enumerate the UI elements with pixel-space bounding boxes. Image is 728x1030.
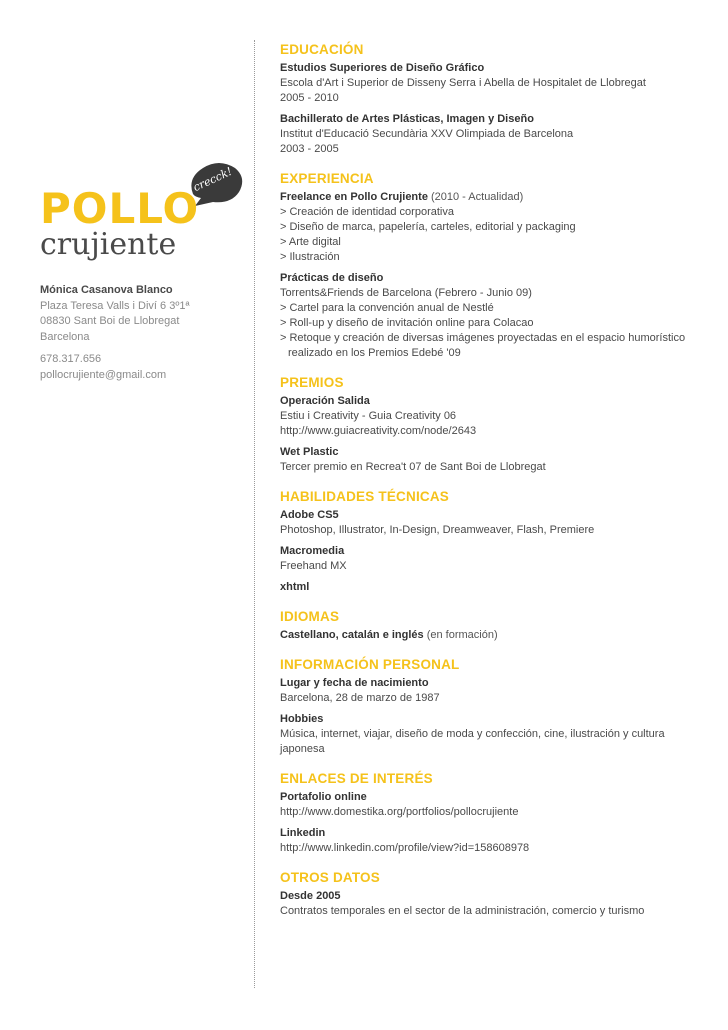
linkedin-link[interactable]: http://www.linkedin.com/profile/view?id=158608978 [280,842,530,854]
section-educacion [280,42,700,157]
contact-name: Mónica Casanova Blanco [40,284,173,296]
entry-title [280,190,700,205]
entry-line: > Ilustración [280,251,340,263]
entry-title: Portafolio online [280,791,367,803]
entry-line: Freehand MX [280,560,347,572]
entry [280,676,700,706]
entry-line: Barcelona, 28 de marzo de 1987 [280,692,440,704]
contact-email[interactable]: pollocrujiente@gmail.com [40,368,167,381]
entry-title-main: Castellano, catalán e inglés [280,629,424,641]
entry [280,712,700,757]
entry [280,508,700,538]
logo [40,160,240,260]
resume-main [280,42,700,933]
column-divider [254,40,255,988]
entry-line: > Diseño de marca, papelería, carteles, editorial y packaging [280,221,576,233]
entry-title: Estudios Superiores de Diseño Gráfico [280,62,485,74]
section-enlaces [280,771,700,856]
entry-title: Macromedia [280,545,345,557]
section-title: EDUCACIÓN [280,42,364,57]
entry-line: > Arte digital [280,236,341,248]
entry [280,544,700,574]
contact-address-1: Plaza Teresa Valls i Diví 6 3º1ª [40,299,190,312]
entry-line: Contratos temporales en el sector de la administración, comercio y turismo [280,905,645,917]
section-title: EXPERIENCIA [280,171,374,186]
entry-title-main: Freelance en Pollo Crujiente [280,191,428,203]
contact-address-2: 08830 Sant Boi de Llobregat [40,315,180,327]
entry-title: Operación Salida [280,395,370,407]
section-premios [280,375,700,475]
section-experiencia [280,171,700,361]
contact-block [40,283,250,383]
entry-title [280,628,700,643]
entry-title: Lugar y fecha de nacimiento [280,677,429,689]
section-idiomas [280,609,700,643]
section-title: PREMIOS [280,375,344,390]
entry-line: > Retoque y creación de diversas imágenes proyectadas en el espacio humorístico [280,332,686,344]
entry [280,628,700,643]
entry [280,580,700,595]
section-title: OTROS DATOS [280,870,380,885]
entry-line: 2005 - 2010 [280,92,339,104]
entry-title: Bachillerato de Artes Plásticas, Imagen y Diseño [280,113,534,125]
entry [280,790,700,820]
portfolio-link[interactable]: http://www.domestika.org/portfolios/pollocrujiente [280,806,519,818]
section-personal [280,657,700,757]
section-title: IDIOMAS [280,609,340,624]
entry-line: Música, internet, viajar, diseño de moda y confección, cine, ilustración y cultura [280,728,665,740]
entry-title-note: (2010 - Actualidad) [427,191,524,203]
entry-line: realizado en los Premios Edebé '09 [288,347,461,359]
contact-phone: 678.317.656 [40,353,102,365]
entry-title: Linkedin [280,827,326,839]
entry [280,394,700,439]
logo-crujiente-text: crujiente [40,227,177,262]
entry-title: Adobe CS5 [280,509,339,521]
entry-line: Tercer premio en Recrea't 07 de Sant Boi de Llobregat [280,461,546,473]
section-habilidades [280,489,700,595]
entry [280,889,700,919]
entry-title: Desde 2005 [280,890,341,902]
section-otros [280,870,700,919]
entry [280,826,700,856]
entry-line: Photoshop, Illustrator, In-Design, Dreamweaver, Flash, Premiere [280,524,595,536]
entry-title: xhtml [280,581,310,593]
entry-title-note: (en formación) [423,629,498,641]
entry-title: Prácticas de diseño [280,272,384,284]
entry [280,271,700,361]
entry-line: Escola d'Art i Superior de Disseny Serra i Abella de Hospitalet de Llobregat [280,77,646,89]
entry-line: Institut d'Educació Secundària XXV Olimpiada de Barcelona [280,128,574,140]
entry-line: > Creación de identidad corporativa [280,206,454,218]
entry [280,445,700,475]
entry-title: Hobbies [280,713,324,725]
section-title: HABILIDADES TÉCNICAS [280,489,450,504]
contact-city: Barcelona [40,330,90,343]
entry [280,190,700,265]
bubble-text: crecck! [191,164,235,195]
entry-line: japonesa [280,743,325,755]
section-title: INFORMACIÓN PERSONAL [280,657,460,672]
entry-title: Wet Plastic [280,446,339,458]
entry-line: > Cartel para la convención anual de Nestlé [280,302,494,314]
logo-pollo-text: POLLO [40,184,200,233]
entry [280,112,700,157]
entry-line: Torrents&Friends de Barcelona (Febrero - Junio 09) [280,287,532,299]
entry-line: 2003 - 2005 [280,143,339,155]
entry [280,61,700,106]
entry-line: > Roll-up y diseño de invitación online para Colacao [280,317,534,329]
section-title: ENLACES DE INTERÉS [280,771,433,786]
entry-line: Estiu i Creativity - Guia Creativity 06 [280,410,457,422]
award-link[interactable]: http://www.guiacreativity.com/node/2643 [280,425,477,437]
